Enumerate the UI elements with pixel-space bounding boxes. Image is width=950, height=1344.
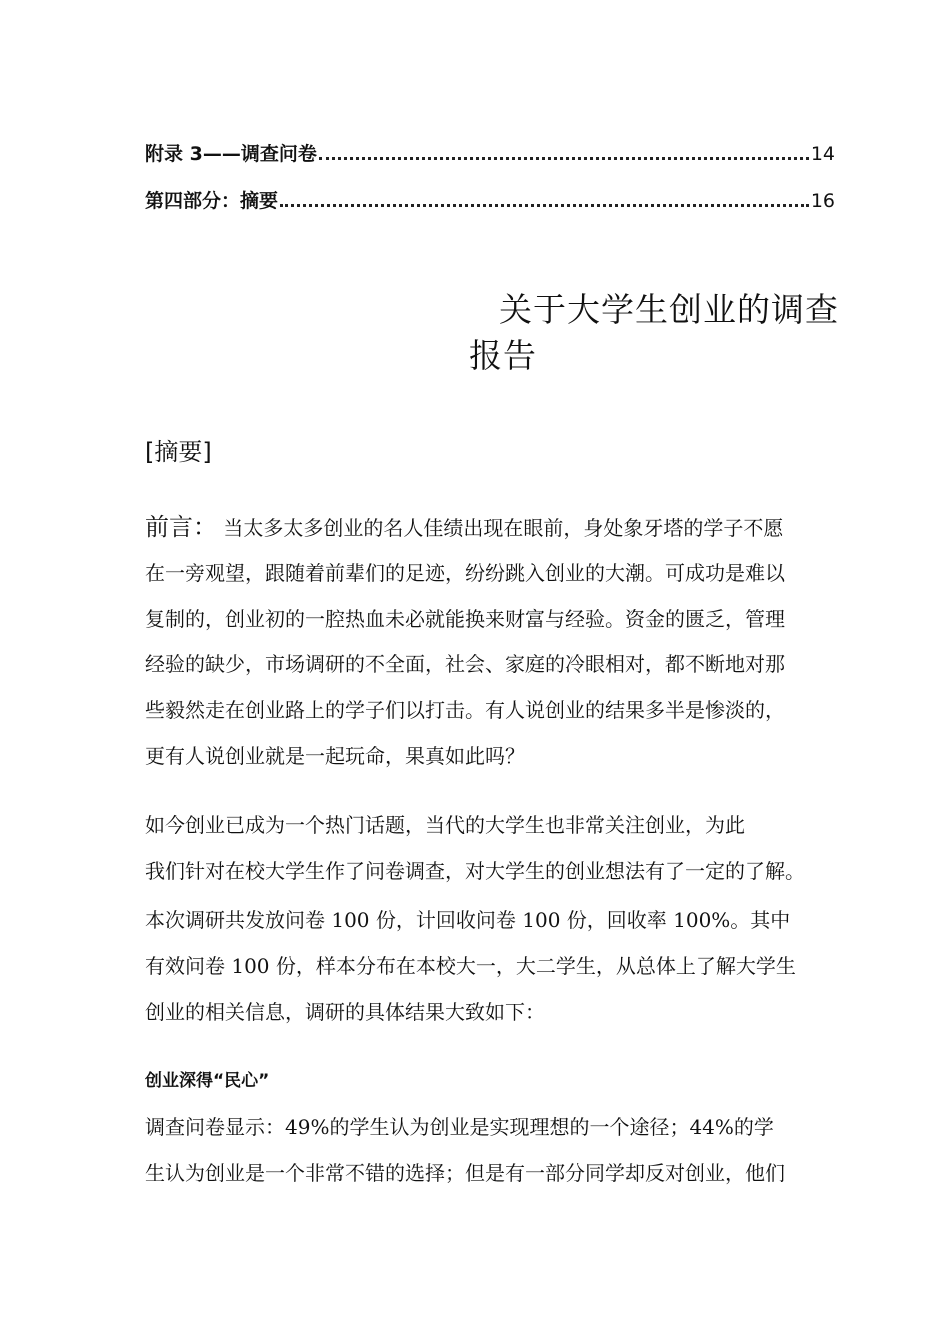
report-title-line-1: 关于大学生创业的调查 [499,290,839,329]
paragraph-line-text: 当太多太多创业的名人佳绩出现在眼前，身处象牙塔的学子不愿 [217,516,784,540]
body-paragraph [145,1105,865,1197]
report-title-line-2: 报告 [469,336,537,375]
body-paragraph [145,803,865,895]
abstract-heading: [摘要] [145,438,212,466]
paragraph-line: 有效问卷 100 份，样本分布在本校大一，大二学生，从总体上了解大学生 [145,953,796,978]
paragraph-line: 复制的，创业初的一腔热血未必就能换来财富与经验。资金的匮乏，管理 [145,606,785,631]
paragraph-line: 调查问卷显示：49%的学生认为创业是实现理想的一个途径；44%的学 [145,1115,774,1139]
paragraph-line: 些毅然走在创业路上的学子们以打击。有人说创业的结果多半是惨淡的， [145,698,785,723]
toc-entry[interactable] [145,186,835,213]
paragraph-line: 在一旁观望，跟随着前辈们的足迹，纷纷跳入创业的大潮。可成功是难以 [145,560,785,585]
paragraph-line: 更有人说创业就是一起玩命，果真如此吗？ [145,743,525,768]
paragraph-line: 我们针对在校大学生作了问卷调查，对大学生的创业想法有了一定的了解。 [145,858,805,883]
toc-entry[interactable] [145,139,835,166]
paragraph-line: 如今创业已成为一个热门话题，当代的大学生也非常关注创业，为此 [145,813,745,837]
section-subheading: 创业深得“民心” [145,1071,270,1091]
paragraph-line: 生认为创业是一个非常不错的选择；但是有一部分同学却反对创业，他们 [145,1160,785,1185]
toc-entry-label: 第四部分：摘要 [145,190,279,212]
preface-label: 前言： [145,513,217,541]
toc-entry-page: 14 [810,143,835,165]
toc-entry-page: 16 [810,190,835,212]
paragraph-line: 经验的缺少，市场调研的不全面，社会、家庭的冷眼相对，都不断地对那 [145,652,785,677]
preface-paragraph [145,505,865,780]
paragraph-line [145,505,865,551]
paragraph-line: 本次调研共发放问卷 100 份，计回收问卷 100 份，回收率 100%。其中 [145,908,791,932]
toc-leader-dots [280,203,809,207]
toc-entry-label: 附录 3——调查问卷 [145,143,317,165]
body-paragraph [145,898,865,1035]
toc-leader-dots [319,156,809,160]
paragraph-line: 创业的相关信息，调研的具体结果大致如下： [145,999,545,1024]
